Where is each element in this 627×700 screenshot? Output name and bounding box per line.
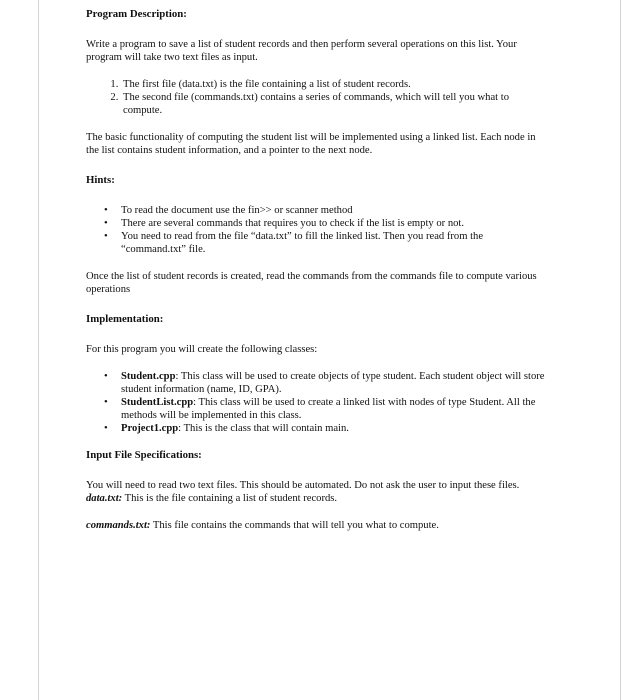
bullet-icon: •	[104, 231, 108, 242]
bullet-icon: •	[104, 423, 108, 434]
commands-file-description: This file contains the commands that will tell you what to compute.	[150, 520, 439, 531]
class-description: : This is the class that will contain main.	[178, 423, 349, 434]
program-description-heading: Program Description:	[86, 8, 187, 20]
bullet-icon: •	[104, 218, 108, 229]
input-spec-heading: Input File Specifications:	[86, 449, 202, 461]
hint-text: There are several commands that requires you to check if the list is empty or not.	[121, 218, 465, 229]
hints-after-paragraph: Once the list of student records is created, read the commands from the commands file to compute various operations	[86, 271, 537, 295]
document-page	[38, 0, 621, 700]
input-spec-intro: You will need to read two text files. This should be automated. Do not ask the user to input these files.	[86, 480, 520, 491]
class-name: StudentList.cpp	[121, 397, 194, 408]
list-item	[104, 422, 546, 435]
implementation-intro: For this program you will create the following classes:	[86, 344, 318, 355]
class-name: Student.cpp	[121, 371, 176, 382]
list-item: 2. The second file (commands.txt) contains a series of commands, which will tell you what to compute.	[121, 91, 546, 117]
data-file-description: This is the file containing a list of student records.	[122, 493, 338, 504]
implementation-heading: Implementation:	[86, 313, 164, 325]
hint-text: To read the document use the fin>> or scanner method	[121, 205, 353, 216]
program-description-intro: Write a program to save a list of student records and then perform several operations on this list. Your program will take two text files as input.	[86, 39, 517, 63]
commands-file-label: commands.txt:	[86, 520, 151, 531]
input-files-list	[86, 78, 546, 117]
hints-list	[86, 204, 546, 256]
class-name: Project1.cpp	[121, 423, 179, 434]
linked-list-paragraph: The basic functionality of computing the student list will be implemented using a linked list. Each node in the list contains student information, and a pointer to the next node.	[86, 132, 536, 156]
hint-text: You need to read from the file “data.txt” to fill the linked list. Then you read from the “command.txt” file.	[121, 231, 484, 255]
list-item	[104, 217, 546, 230]
commands-file-line	[86, 519, 546, 532]
list-item	[104, 396, 546, 422]
document-content	[86, 8, 546, 532]
list-item	[104, 230, 546, 256]
list-item	[104, 204, 546, 217]
hints-heading: Hints:	[86, 174, 115, 186]
class-description: : This class will be used to create a linked list with nodes of type Student. All the methods will be implemented in this class.	[121, 397, 536, 421]
bullet-icon: •	[104, 205, 108, 216]
data-file-line	[86, 492, 546, 505]
list-item	[104, 370, 546, 396]
data-file-label: data.txt:	[86, 493, 123, 504]
bullet-icon: •	[104, 371, 108, 382]
list-item: 1. The first file (data.txt) is the file containing a list of student records.	[121, 78, 546, 91]
class-description: : This class will be used to create objects of type student. Each student object will store student information (name, ID, GPA).	[121, 371, 545, 395]
bullet-icon: •	[104, 397, 108, 408]
classes-list	[86, 370, 546, 435]
